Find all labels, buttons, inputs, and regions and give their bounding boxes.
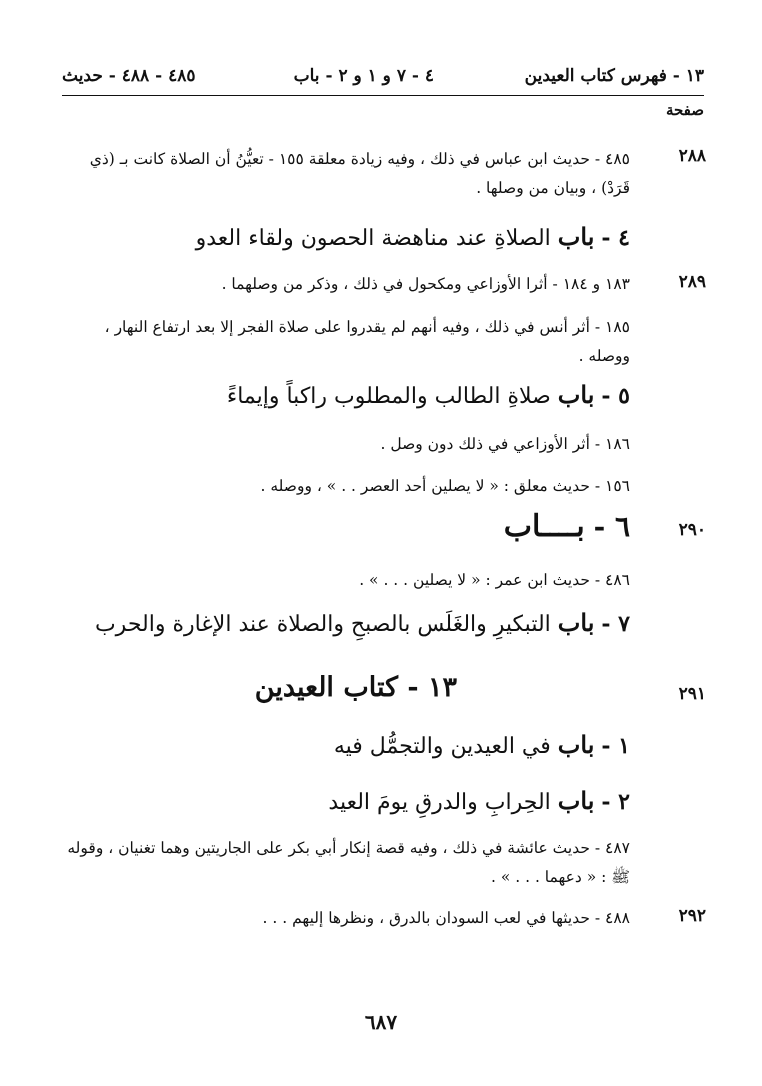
entry-athar-185: ١٨٥ - أثر أنس في ذلك ، وفيه أنهم لم يقدروا على صلاة الفجر إلا بعد ارتفاع النهار ، ووصله . [104, 318, 630, 365]
header-rule [62, 95, 704, 96]
kitab-heading-13: ١٣ - كتاب العيدين [254, 672, 457, 703]
page-number-292: ٢٩٢ [678, 906, 706, 926]
entry-athar-183-184: ١٨٣ و ١٨٤ - أثرا الأوزاعي ومكحول في ذلك ، وذكر من وصلهما . [221, 275, 630, 293]
entry-hadith-485: ٤٨٥ - حديث ابن عباس في ذلك ، وفيه زيادة معلقة ١٥٥ - تعيُّنُ أن الصلاة كانت بـ (ذي قَرَدْ) ، وبيان من وصلها . [89, 150, 630, 197]
entry-muallaq-156: ١٥٦ - حديث معلق : « لا يصلين أحد العصر . . » ، ووصله . [260, 477, 630, 495]
bab-heading-4 [196, 220, 630, 256]
page-number-289: ٢٨٩ [678, 272, 706, 292]
bab-title: الصلاةِ عند مناهضة الحصون ولقاء العدو [195, 226, 551, 251]
bab-heading-7 [95, 606, 630, 642]
bab-number: ٥ - [601, 383, 630, 409]
bab-heading-2 [328, 784, 630, 820]
page-number-288: ٢٨٨ [678, 146, 706, 166]
entry-athar-186: ١٨٦ - أثر الأوزاعي في ذلك دون وصل . [380, 435, 630, 453]
entry-hadith-487: ٤٨٧ - حديث عائشة في ذلك ، وفيه قصة إنكار أبي بكر على الجاريتين وهما تغنيان ، وقوله ﷺ : « دعهما . . . » . [67, 839, 630, 886]
running-header [62, 66, 704, 92]
header-section-range: ٤ - ٧ و ١ و ٢ - باب [293, 66, 434, 86]
entry-hadith-486: ٤٨٦ - حديث ابن عمر : « لا يصلين . . . » . [359, 571, 630, 589]
bab-title: صلاةِ الطالب والمطلوب راكباً وإيماءً [226, 384, 551, 409]
bab-word: باب [557, 380, 595, 409]
bab-title: التبكيرِ والغَلَس بالصبحِ والصلاة عند الإغارة والحرب [94, 612, 551, 637]
page-number-291: ٢٩١ [678, 684, 706, 704]
bab-word: باب [557, 222, 595, 251]
entry-hadith-488: ٤٨٨ - حديثها في لعب السودان بالدرق ، ونظرها إليهم . . . [262, 909, 630, 927]
bab-heading-6 [504, 510, 630, 544]
bab-word: باب [557, 608, 595, 637]
bab-number: ٦ - [593, 510, 630, 543]
bab-title: الحِرابِ والدرقِ يومَ العيد [328, 790, 551, 815]
page-folio-number: ٦٨٧ [364, 1010, 398, 1034]
header-chapter-title: ١٣ - فهرس كتاب العيدين [524, 66, 704, 86]
bab-number: ٧ - [601, 611, 630, 637]
bab-number: ٢ - [601, 789, 630, 815]
bab-number: ٤ - [601, 225, 630, 251]
bab-number: ١ - [601, 733, 630, 759]
bab-heading-1 [334, 728, 630, 764]
bab-word: باب [557, 786, 595, 815]
bab-title: في العيدين والتجمُّل فيه [333, 734, 551, 759]
bab-word: باب [557, 730, 595, 759]
bab-heading-5 [227, 378, 630, 414]
page-number-290: ٢٩٠ [678, 520, 706, 540]
page-column-label: صفحة [665, 101, 704, 119]
bab-word: بــــاب [503, 509, 585, 544]
header-hadith-range: ٤٨٥ - ٤٨٨ - حديث [62, 66, 196, 86]
